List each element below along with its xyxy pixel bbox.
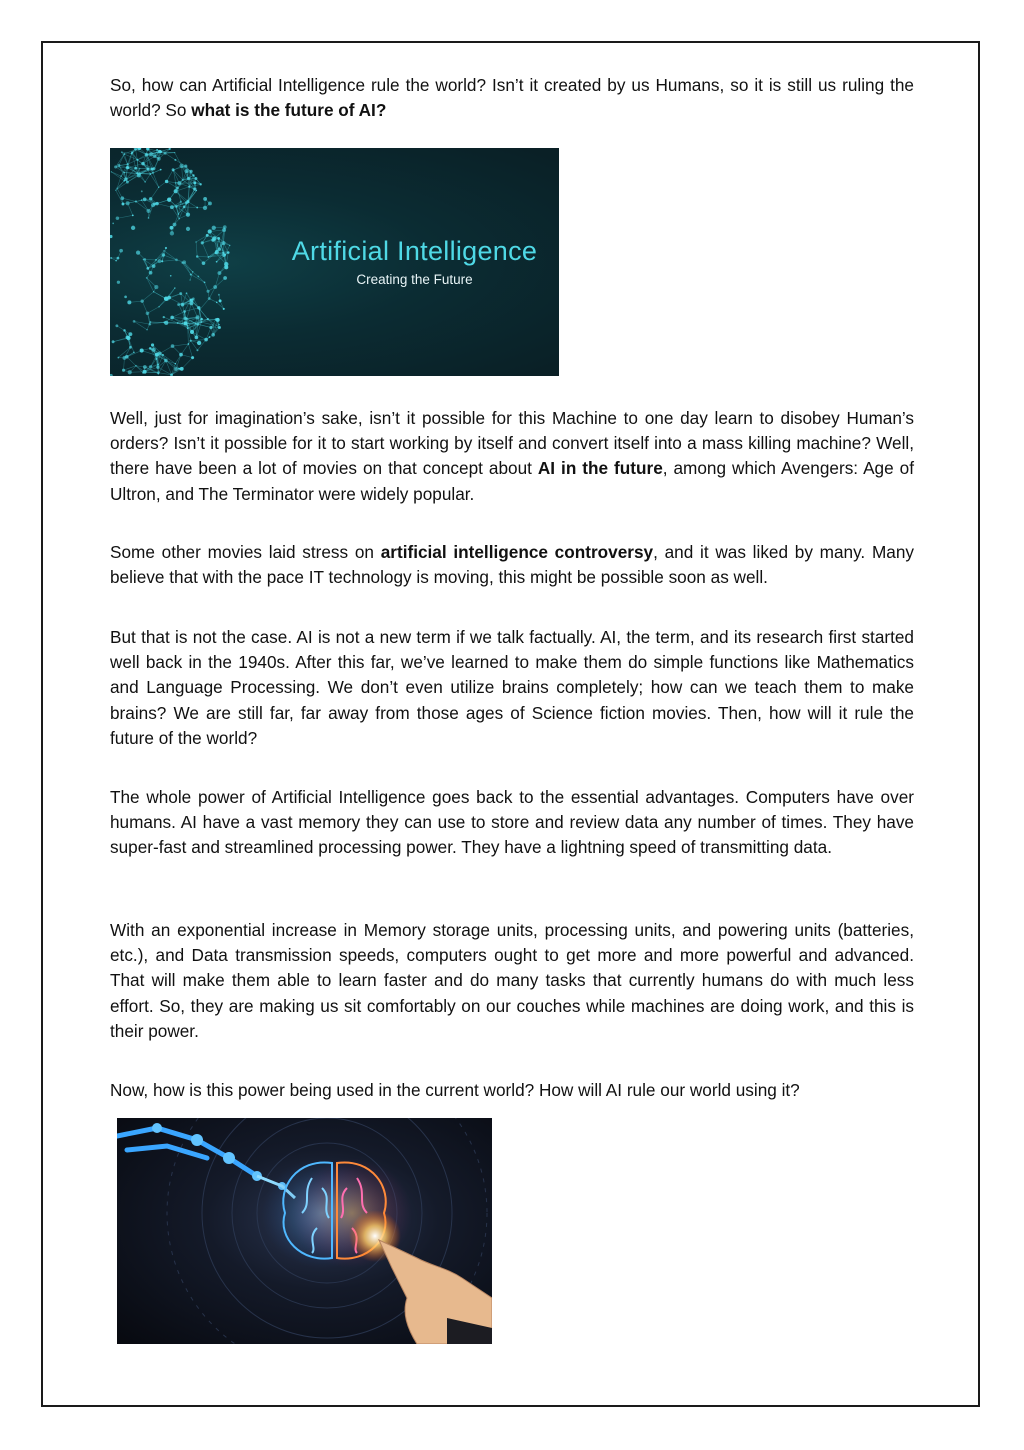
robot-hand-brain-icon [117, 1118, 492, 1344]
paragraph-power: The whole power of Artificial Intelligence goes back to the essential advantages. Computers have over humans. AI have a vast memory they can use to store and review data any number of times. They have super-fast and streamlined processing power. They have a lightning speed of transmitting data. [110, 787, 914, 858]
paragraph-history: But that is not the case. AI is not a new term if we talk factually. AI, the term, and its research first started well back in the 1940s. After this far, we’ve learned to make them do simple functions like Mathematics and Language Processing. We don’t even utilize brains completely; how can we teach them to make brains? We are still far, far away from those ages of Science fiction movies. Then, how will it rule the future of the world? [110, 627, 914, 748]
ai-banner-image [110, 148, 559, 376]
paragraph-current-world: Now, how is this power being used in the current world? How will AI rule our world using it? [110, 1080, 800, 1100]
paragraph-controversy: Some other movies laid stress on artificial intelligence controversy, and it was liked by many. Many believe that with the pace IT technology is moving, this might be possible soon as well. [110, 542, 914, 588]
banner-subtitle: Creating the Future [356, 272, 473, 287]
bold-ai-controversy: artificial intelligence controversy [380, 542, 654, 562]
paragraph-exponential: With an exponential increase in Memory storage units, processing units, and powering units (batteries, etc.), and Data transmission speeds, computers ought to get more and more powerful and advanced. That will make them able to learn faster and do many tasks that currently humans do with much less effort. So, they are making us sit comfortably on our couches while machines are doing work, and this is their power. [110, 920, 914, 1041]
paragraph-imagination: Well, just for imagination’s sake, isn’t it possible for this Machine to one day learn to disobey Human’s orders? Isn’t it possible for it to start working by itself and convert itself into a mass killing machine? Well, there have been a lot of movies on that concept about AI in the future, among which Avengers: Age of Ultron, and The Terminator were widely popular. [110, 408, 914, 504]
bold-ai-in-the-future: AI in the future [537, 458, 663, 479]
banner-title: Artificial Intelligence [291, 236, 538, 266]
ai-brain-image [117, 1118, 492, 1344]
bold-future-of-ai: what is the future of AI? [191, 100, 387, 121]
paragraph-future-of-ai: So, how can Artificial Intelligence rule the world? Isn’t it created by us Humans, so it is still us ruling the world? So what is the future of AI? [110, 75, 914, 121]
